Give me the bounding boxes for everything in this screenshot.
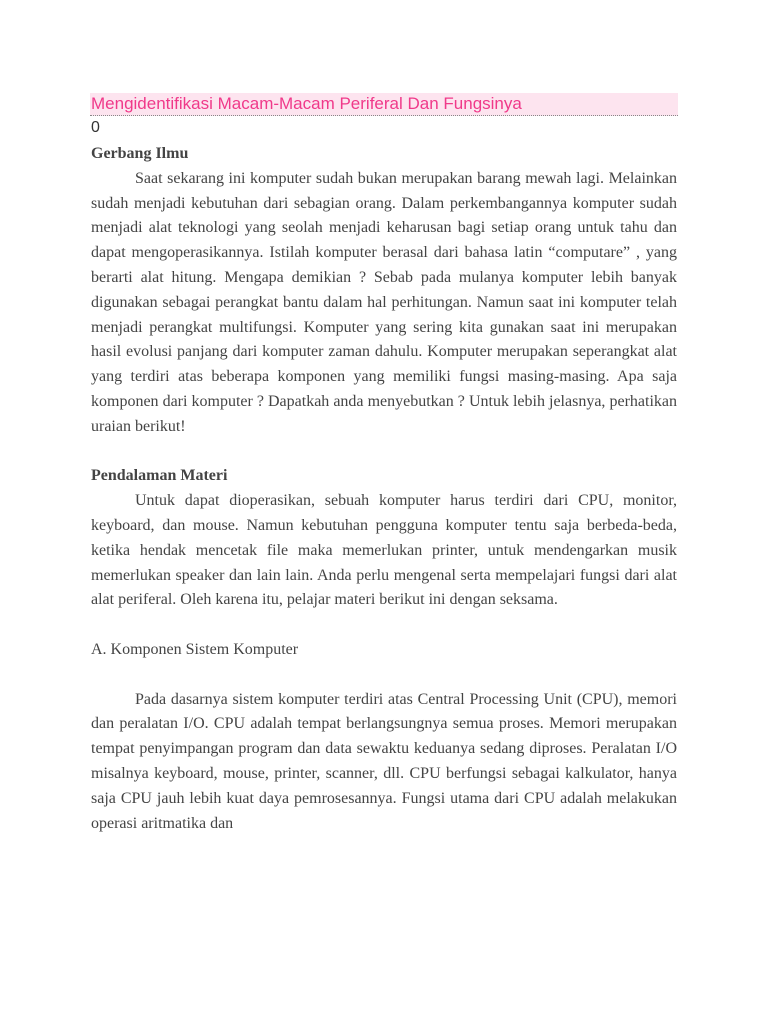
section-heading-pendalaman-materi: Pendalaman Materi — [91, 467, 228, 485]
count-label: 0 — [91, 119, 100, 136]
paragraph-intro: Saat sekarang ini komputer sudah bukan merupakan barang mewah lagi. Melainkan sudah menjadi kebutuhan dari sebagian orang. Dalam perkembangannya komputer sudah menjadi alat teknologi yang seolah menjadi keharusan bagi setiap orang untuk tahu dan dapat mengoperasikannya. Istilah komputer berasal dari bahasa latin “computare” , yang berarti alat hitung. Mengapa demikian ? Sebab pada mulanya komputer lebih banyak digunakan sebagai perangkat bantu dalam hal perhitungan. Namun saat ini komputer telah menjadi perangkat multifungsi. Komputer yang sering kita gunakan saat ini merupakan hasil evolusi panjang dari komputer zaman dahulu. Komputer merupakan seperangkat alat yang terdiri atas beberapa komponen yang memiliki fungsi masing-masing. Apa saja komponen dari komputer ? Dapatkah anda menyebutkan ? Untuk lebih jelasnya, perhatikan uraian berikut! — [91, 169, 677, 435]
paragraph-pendalaman: Untuk dapat dioperasikan, sebuah komputer harus terdiri dari CPU, monitor, keyboard, dan mouse. Namun kebutuhan pengguna komputer tentu saja berbeda-beda, ketika hendak mencetak file maka memerlukan printer, untuk mendengarkan musik memerlukan speaker dan lain lain. Anda perlu mengenal serta mempelajari fungsi dari alat alat periferal. Oleh karena itu, pelajar materi berikut ini dengan seksama. — [91, 492, 677, 609]
section-heading-gerbang-ilmu: Gerbang Ilmu — [91, 145, 189, 162]
paragraph-komponen: Pada dasarnya sistem komputer terdiri atas Central Processing Unit (CPU), memori dan peralatan I/O. CPU adalah tempat berlangsungnya semua proses. Memori merupakan tempat penyimpangan program dan data sewaktu keduanya sedang diproses. Peralatan I/O misalnya keyboard, mouse, printer, scanner, dll. CPU berfungsi sebagai kalkulator, hanya saja CPU jauh lebih kuat daya pemrosesannya. Fungsi utama dari CPU adalah melakukan operasi aritmatika dan — [91, 690, 677, 832]
page-title: Mengidentifikasi Macam-Macam Periferal Dan Fungsinya — [91, 94, 522, 113]
document-body — [91, 142, 677, 836]
section-heading-komponen: A. Komponen Sistem Komputer — [91, 640, 299, 658]
